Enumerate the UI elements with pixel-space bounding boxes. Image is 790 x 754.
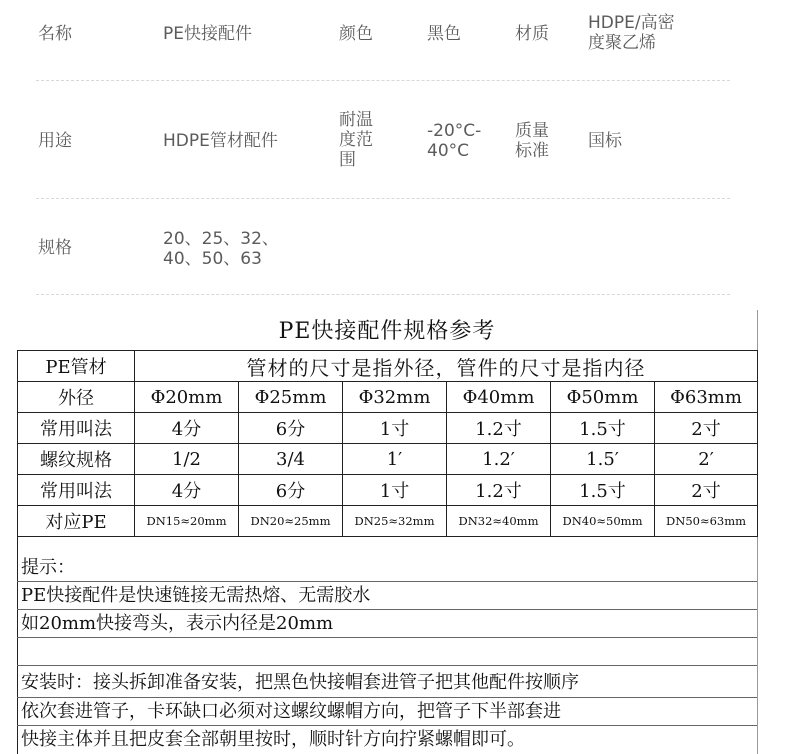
value-temp-line1: -20°C- [427,121,482,141]
table-cell: 6分 [239,475,343,506]
table-cell: DN15≈20mm [135,506,239,537]
note-rule [17,665,757,666]
table-cell: Φ25mm [239,382,343,413]
label-usage: 用途 [38,131,72,151]
notes-heading: 提示： [21,557,75,578]
note-rule [17,725,757,726]
value-usage: HDPE管材配件 [163,131,278,151]
table-cell: DN40≈50mm [551,506,655,537]
value-material-line2: 度聚乙烯 [588,33,656,53]
table-cell: DN20≈25mm [239,506,343,537]
install-line: 快接主体并且把皮套全部朝里按时，顺时针方向拧紧螺帽即可。 [21,729,525,750]
row-label: 对应PE [18,506,135,537]
value-color: 黑色 [427,24,461,44]
size-definition-note: 管材的尺寸是指外径，管件的尺寸是指内径 [135,351,758,382]
note-rule [17,609,757,610]
spec-sheet [17,310,757,754]
label-material: 材质 [515,24,549,44]
attribute-row-3 [36,198,730,294]
value-name: PE快接配件 [163,24,252,44]
table-cell: Φ20mm [135,382,239,413]
attribute-row-1 [36,0,730,80]
label-temp-line2: 度范 [339,130,373,150]
row-label: 常用叫法 [18,475,135,506]
table-cell: 1.5寸 [551,413,655,444]
label-quality-line2: 标准 [515,141,549,161]
value-temp-line2: 40°C [427,141,470,161]
note-rule [17,697,757,698]
table-cell: 1/2 [135,444,239,475]
table-cell: 1寸 [343,475,447,506]
table-cell: 1寸 [343,413,447,444]
row-separator [36,294,730,295]
table-cell: DN25≈32mm [343,506,447,537]
spec-sheet-title: PE快接配件规格参考 [278,319,496,344]
label-temp-line3: 围 [339,150,356,170]
label-quality-line1: 质量 [515,121,549,141]
label-spec: 规格 [38,238,72,258]
note-line: 如20mm快接弯头，表示内径是20mm [21,613,334,634]
row-label: 外径 [18,382,135,413]
row-label: 常用叫法 [18,413,135,444]
product-attributes [0,0,790,300]
table-cell: Φ50mm [551,382,655,413]
table-cell: DN50≈63mm [655,506,758,537]
table-cell: 2寸 [655,413,758,444]
note-line: PE快接配件是快速链接无需热熔、无需胶水 [21,585,371,606]
table-cell: 6分 [239,413,343,444]
table-cell: 1.2′ [447,444,551,475]
row-label: 螺纹规格 [18,444,135,475]
install-line: 安装时：接头拆卸准备安装，把黑色快接帽套进管子把其他配件按顺序 [21,672,579,693]
label-name: 名称 [38,24,72,44]
row-label-pe-pipe: PE管材 [18,351,135,382]
value-quality: 国标 [588,131,622,151]
value-material-line1: HDPE/高密 [588,13,675,33]
table-cell: 3/4 [239,444,343,475]
table-cell: DN32≈40mm [447,506,551,537]
table-cell: 4分 [135,413,239,444]
attribute-row-2 [36,80,730,198]
table-cell: 1.5′ [551,444,655,475]
table-cell: Φ63mm [655,382,758,413]
note-rule [17,637,757,638]
value-spec-line1: 20、25、32、 [163,229,279,249]
table-cell: Φ32mm [343,382,447,413]
label-temp-line1: 耐温 [339,110,373,130]
table-cell: Φ40mm [447,382,551,413]
label-color: 颜色 [339,24,373,44]
table-cell: 4分 [135,475,239,506]
table-cell: 1′ [343,444,447,475]
table-cell: 1.2寸 [447,475,551,506]
install-line: 依次套进管子，卡环缺口必须对这螺纹螺帽方向，把管子下半部套进 [21,701,561,722]
table-cell: 1.2寸 [447,413,551,444]
table-cell: 1.5寸 [551,475,655,506]
note-rule [17,581,757,582]
table-cell: 2寸 [655,475,758,506]
value-spec-line2: 40、50、63 [163,249,262,269]
notes-section [17,310,757,754]
table-cell: 2′ [655,444,758,475]
